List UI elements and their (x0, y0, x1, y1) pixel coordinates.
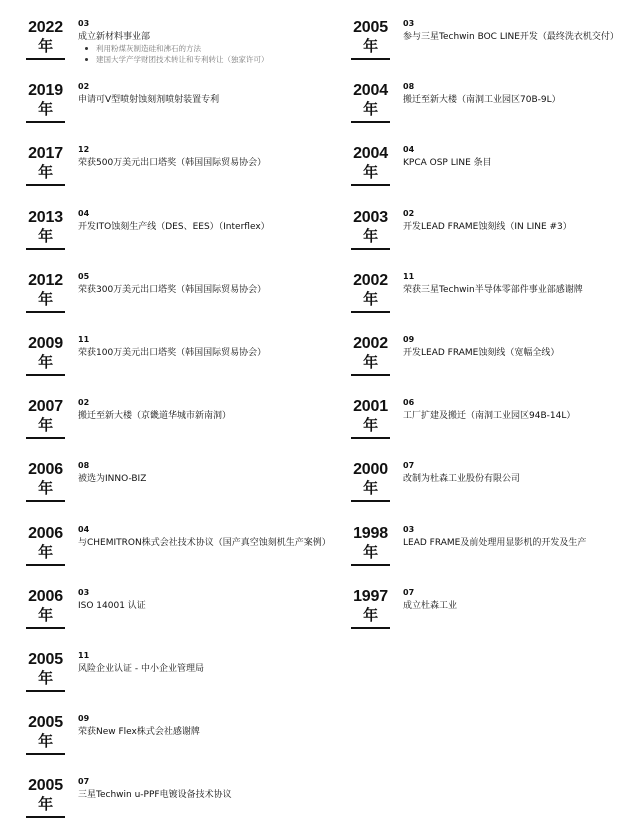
year-unit: 年 (38, 733, 53, 751)
month-label: 07 (403, 461, 415, 471)
timeline-entry (26, 524, 331, 585)
month-label: 09 (78, 714, 90, 724)
timeline-entry (26, 398, 326, 458)
year-underline (351, 248, 390, 250)
year-unit: 年 (38, 796, 53, 814)
year-label (26, 82, 65, 119)
year-underline (351, 184, 390, 186)
year-number: 2005 (28, 714, 63, 732)
year-unit: 年 (38, 164, 53, 182)
event-description: 开发LEAD FRAME蚀刻线（宽幅全线） (403, 348, 560, 358)
year-unit: 年 (363, 290, 378, 308)
timeline-entry (26, 82, 326, 142)
event-description: 开发ITO蚀刻生产线（DES、EES）（Interflex） (78, 221, 270, 232)
timeline-entry (351, 82, 627, 142)
year-number: 1997 (353, 587, 388, 605)
timeline-entry (26, 588, 326, 648)
timeline-entry (351, 272, 627, 332)
year-unit: 年 (363, 101, 378, 119)
year-underline (351, 374, 390, 376)
year-label (351, 461, 390, 498)
year-number: 2002 (353, 335, 388, 352)
month-label: 02 (403, 208, 415, 218)
year-label (351, 398, 390, 435)
year-underline (351, 437, 390, 439)
month-label: 03 (403, 524, 415, 534)
year-underline (26, 184, 65, 186)
event-description: 荣获500万美元出口塔奖（韩国国际贸易协会） (78, 158, 267, 169)
year-label (26, 398, 65, 435)
timeline-entry (351, 398, 627, 458)
month-label: 11 (78, 651, 90, 660)
event-description: 三星Techwin u-PPF电镀设备技术协议 (78, 790, 232, 801)
event-description: KPCA OSP LINE 条目 (403, 158, 492, 169)
timeline-entry (26, 145, 326, 205)
year-label (26, 19, 65, 56)
year-number: 2006 (28, 587, 63, 605)
year-underline (26, 121, 65, 123)
year-label (351, 588, 390, 625)
year-label (26, 651, 65, 688)
year-underline (26, 816, 65, 818)
year-number: 2006 (28, 524, 63, 542)
timeline-entry (26, 777, 326, 837)
year-label (26, 714, 65, 751)
event-description: ISO 14001 认证 (78, 600, 146, 611)
year-unit: 年 (38, 354, 53, 371)
event-description: 风险企业认证 - 中小企业管理局 (78, 664, 204, 674)
event-description: 搬迁至新大楼（南洞工业园区70B-9L） (403, 95, 561, 106)
timeline-entry (26, 651, 326, 711)
year-unit: 年 (363, 606, 378, 624)
event-description: 被选为INNO-BIZ (78, 474, 147, 485)
year-number: 2017 (28, 145, 63, 163)
timeline-entry (351, 588, 627, 648)
year-label (26, 145, 65, 182)
year-underline (26, 564, 65, 566)
year-unit: 年 (38, 290, 53, 308)
year-label (351, 82, 390, 119)
year-underline (351, 500, 390, 502)
year-underline (351, 564, 390, 566)
year-label (351, 525, 390, 562)
event-description: 成立杜森工业 (403, 600, 458, 611)
year-underline (351, 311, 390, 313)
month-label: 05 (78, 271, 90, 281)
year-underline (26, 374, 65, 376)
month-label: 08 (403, 82, 415, 92)
year-unit: 年 (363, 227, 378, 245)
year-underline (26, 248, 65, 250)
year-unit: 年 (38, 101, 53, 119)
year-unit: 年 (363, 417, 378, 435)
month-label: 03 (78, 587, 90, 597)
event-description: 荣获300万美元出口塔奖（韩国国际贸易协会） (78, 284, 267, 295)
year-label (26, 272, 65, 309)
year-label (26, 525, 65, 562)
timeline-entry (351, 145, 627, 205)
event-description: 荣获New Flex株式会社感谢牌 (78, 727, 200, 738)
event-description: 申请可V型喷射蚀刻剂喷射装置专利 (78, 95, 220, 106)
month-label: 04 (403, 145, 415, 155)
year-underline (26, 311, 65, 313)
year-underline (26, 753, 65, 755)
year-underline (26, 58, 65, 60)
timeline-entry (26, 461, 326, 521)
timeline-entry (351, 335, 627, 395)
timeline-entry (351, 461, 627, 521)
month-label: 06 (403, 398, 415, 408)
year-number: 2005 (28, 651, 63, 668)
year-unit: 年 (38, 227, 53, 245)
year-label (351, 272, 390, 309)
year-underline (26, 690, 65, 692)
year-number: 2005 (28, 777, 63, 795)
year-underline (26, 627, 65, 629)
year-number: 2004 (353, 145, 388, 163)
year-label (26, 777, 65, 814)
year-number: 2009 (28, 335, 63, 352)
year-label (351, 145, 390, 182)
year-number: 2019 (28, 82, 63, 100)
year-unit: 年 (363, 480, 378, 498)
year-label (351, 209, 390, 246)
year-unit: 年 (363, 38, 378, 55)
month-label: 02 (78, 398, 90, 408)
year-unit: 年 (363, 164, 378, 182)
event-description: 工厂扩建及搬迁（南洞工业园区94B-14L） (403, 411, 576, 422)
month-label: 07 (78, 777, 90, 787)
timeline-entry (26, 272, 326, 332)
year-number: 2002 (353, 271, 388, 289)
month-label: 08 (78, 461, 90, 471)
year-unit: 年 (38, 417, 53, 435)
event-description: 荣获三星Techwin半导体零部件事业部感谢牌 (403, 284, 583, 295)
year-unit: 年 (38, 606, 53, 624)
timeline-entry (351, 525, 627, 585)
year-underline (26, 500, 65, 502)
year-number: 2006 (28, 461, 63, 479)
year-label (351, 19, 390, 56)
month-label: 04 (78, 524, 90, 534)
year-number: 2012 (28, 271, 63, 289)
event-description: 搬迁至新大楼（京畿道华城市新南洞） (78, 411, 232, 422)
event-bullet-list (78, 43, 269, 65)
year-number: 2004 (353, 82, 388, 100)
year-underline (351, 627, 390, 629)
month-label: 09 (403, 335, 415, 344)
month-label: 02 (78, 82, 90, 92)
event-description: 与CHEMITRON株式会社技术协议（国产真空蚀刻机生产案例） (78, 537, 331, 548)
year-underline (351, 121, 390, 123)
year-number: 1998 (353, 524, 388, 542)
year-number: 2000 (353, 461, 388, 479)
year-unit: 年 (38, 480, 53, 498)
year-label (351, 335, 390, 372)
month-label: 03 (78, 19, 90, 28)
month-label: 11 (403, 271, 415, 281)
event-description: 改制为杜森工业股份有限公司 (403, 474, 521, 485)
year-number: 2003 (353, 208, 388, 226)
timeline-entry (26, 19, 326, 79)
year-label (26, 335, 65, 372)
event-description: 成立新材料事业部 (78, 32, 151, 42)
year-unit: 年 (38, 543, 53, 561)
timeline-entry (26, 335, 326, 395)
year-number: 2022 (28, 19, 63, 36)
year-underline (26, 437, 65, 439)
event-description: 开发LEAD FRAME蚀刻线（IN LINE #3） (403, 221, 572, 232)
year-unit: 年 (363, 354, 378, 371)
timeline-entry (351, 19, 627, 79)
year-label (26, 209, 65, 246)
event-description: 荣获100万美元出口塔奖（韩国国际贸易协会） (78, 348, 267, 358)
event-bullet-item: 利用粉煤灰制造硅和沸石的方法 (78, 43, 269, 54)
event-bullet-item: 建国大学产学财团技术转让和专利转让（独家许可） (78, 54, 269, 65)
timeline-entry (26, 209, 326, 269)
event-description: LEAD FRAME及前处理用显影机的开发及生产 (403, 537, 587, 548)
timeline-entry (26, 714, 326, 774)
timeline-entry (351, 209, 627, 269)
year-label (26, 461, 65, 498)
year-unit: 年 (38, 38, 53, 55)
year-number: 2001 (353, 398, 388, 416)
year-underline (351, 58, 390, 60)
month-label: 12 (78, 145, 90, 155)
year-unit: 年 (363, 543, 378, 561)
year-unit: 年 (38, 670, 53, 687)
month-label: 04 (78, 208, 90, 218)
month-label: 07 (403, 587, 415, 597)
year-number: 2007 (28, 398, 63, 416)
event-description: 参与三星Techwin BOC LINE开发（最终洗衣机交付） (403, 32, 619, 42)
year-label (26, 588, 65, 625)
year-number: 2005 (353, 19, 388, 36)
month-label: 11 (78, 335, 90, 344)
year-number: 2013 (28, 208, 63, 226)
month-label: 03 (403, 19, 415, 28)
